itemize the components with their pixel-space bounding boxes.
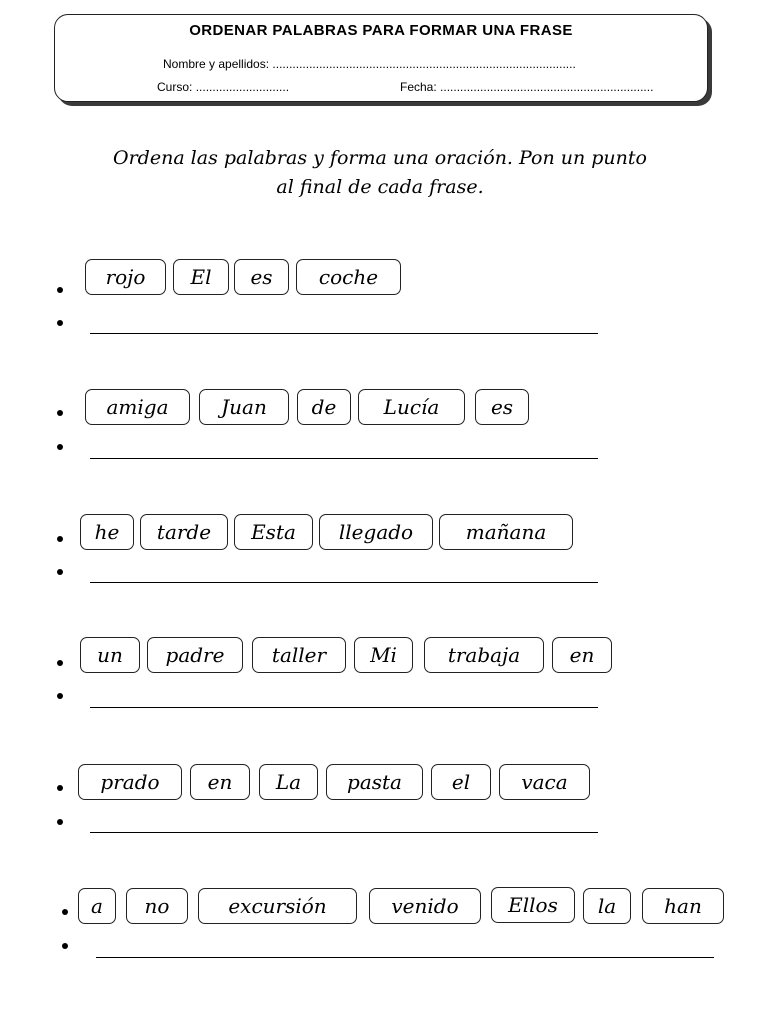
word-card[interactable]: vaca <box>499 764 590 800</box>
date-label: Fecha: <box>400 80 437 94</box>
answer-line[interactable] <box>90 333 598 334</box>
word-card[interactable]: es <box>234 259 289 295</box>
word-card[interactable]: excursión <box>198 888 357 924</box>
word-card[interactable]: Juan <box>199 389 289 425</box>
bullet-icon <box>57 410 63 416</box>
instructions-line-2: al final de cada frase. <box>276 176 484 198</box>
word-card[interactable]: Ellos <box>491 887 575 923</box>
answer-line[interactable] <box>90 707 598 708</box>
word-card[interactable]: de <box>297 389 351 425</box>
word-card[interactable]: en <box>552 637 612 673</box>
name-label: Nombre y apellidos: <box>163 57 270 71</box>
date-line <box>400 80 653 94</box>
word-card[interactable]: mañana <box>439 514 573 550</box>
bullet-icon <box>62 943 68 949</box>
word-card[interactable]: rojo <box>85 259 166 295</box>
word-card[interactable]: El <box>173 259 229 295</box>
word-card[interactable]: prado <box>78 764 182 800</box>
word-card[interactable]: es <box>475 389 529 425</box>
bullet-icon <box>57 536 63 542</box>
answer-line[interactable] <box>90 582 598 583</box>
word-card[interactable]: venido <box>369 888 481 924</box>
bullet-icon <box>57 320 63 326</box>
instructions-line-1: Ordena las palabras y forma una oración. Pon un punto <box>113 147 647 169</box>
bullet-icon <box>57 444 63 450</box>
word-card[interactable]: taller <box>252 637 346 673</box>
bullet-icon <box>57 287 63 293</box>
word-card[interactable]: coche <box>296 259 401 295</box>
word-card[interactable]: amiga <box>85 389 190 425</box>
bullet-icon <box>57 569 63 575</box>
course-label: Curso: <box>157 80 193 94</box>
word-card[interactable]: Mi <box>354 637 413 673</box>
word-card[interactable]: tarde <box>140 514 228 550</box>
bullet-icon <box>57 785 63 791</box>
word-card[interactable]: han <box>642 888 724 924</box>
word-card[interactable]: padre <box>147 637 243 673</box>
bullet-icon <box>57 693 63 699</box>
word-card[interactable]: el <box>431 764 491 800</box>
instructions <box>60 144 700 202</box>
word-card[interactable]: pasta <box>326 764 423 800</box>
course-line <box>157 80 289 94</box>
word-card[interactable]: no <box>126 888 188 924</box>
worksheet-title: ORDENAR PALABRAS PARA FORMAR UNA FRASE <box>189 22 573 39</box>
answer-line[interactable] <box>90 458 598 459</box>
header-box <box>54 14 708 102</box>
word-card[interactable]: trabaja <box>424 637 544 673</box>
bullet-icon <box>57 819 63 825</box>
answer-line[interactable] <box>96 957 714 958</box>
course-field[interactable]: ............................ <box>195 80 290 94</box>
word-card[interactable]: Esta <box>234 514 313 550</box>
bullet-icon <box>62 909 68 915</box>
word-card[interactable]: La <box>259 764 318 800</box>
word-card[interactable]: he <box>80 514 134 550</box>
word-card[interactable]: en <box>190 764 250 800</box>
bullet-icon <box>57 660 63 666</box>
name-field[interactable]: ........................................................................................... <box>272 57 576 71</box>
word-card[interactable]: un <box>80 637 140 673</box>
word-card[interactable]: a <box>78 888 116 924</box>
word-card[interactable]: la <box>583 888 631 924</box>
name-line <box>163 57 576 71</box>
word-card[interactable]: Lucía <box>358 389 465 425</box>
date-field[interactable]: ................................................................ <box>440 80 654 94</box>
answer-line[interactable] <box>90 832 598 833</box>
word-card[interactable]: llegado <box>319 514 433 550</box>
